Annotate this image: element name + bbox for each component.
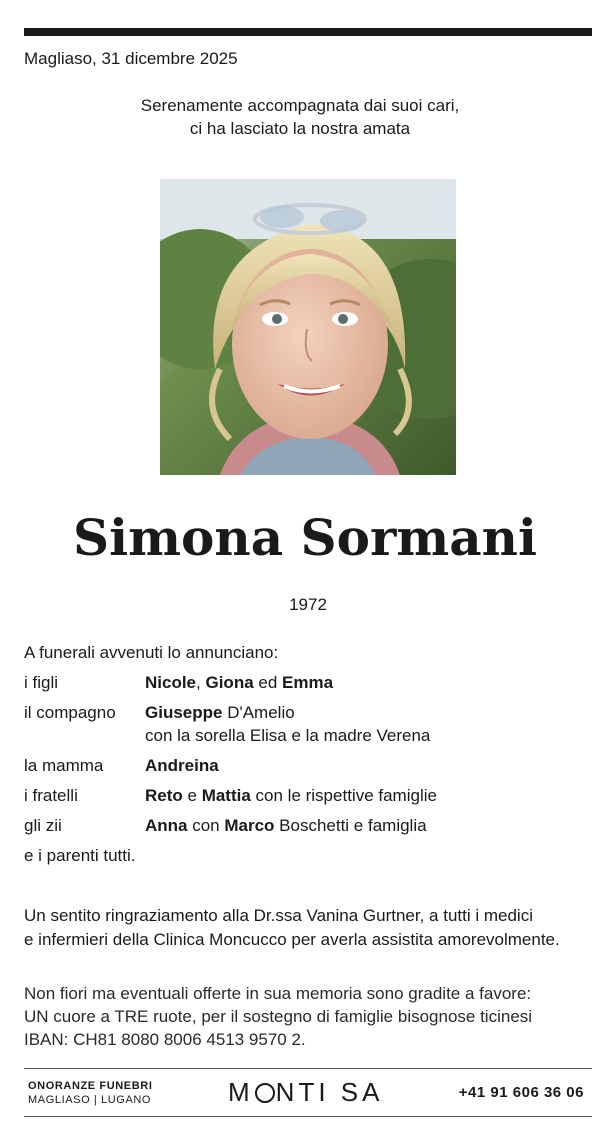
portrait-image xyxy=(160,179,456,475)
donation-iban: IBAN: CH81 8080 8006 4513 9570 2. xyxy=(24,1030,306,1049)
donation-text xyxy=(24,982,532,1051)
portrait-photo xyxy=(160,179,456,475)
top-rule xyxy=(24,28,592,36)
family-row-value: Nicole, Giona ed Emma xyxy=(145,673,334,692)
donation-line-2: UN cuore a TRE ruote, per il sostegno di famiglie bisognose ticinesi xyxy=(24,1007,533,1026)
funeral-home-phone: +41 91 606 36 06 xyxy=(458,1084,584,1101)
family-row-value: Anna con Marco Boschetti e famiglia xyxy=(145,816,427,835)
thanks-text xyxy=(24,904,560,952)
announcement-intro: A funerali avvenuti lo annunciano: xyxy=(24,643,279,662)
logo-spiral-icon xyxy=(255,1083,275,1103)
family-row-value: Giuseppe D'Amelio xyxy=(145,703,295,722)
place-date: Magliaso, 31 dicembre 2025 xyxy=(24,49,238,68)
footer-bottom-rule xyxy=(24,1116,592,1117)
thanks-line-2: e infermieri della Clinica Moncucco per averla assistita amorevolmente. xyxy=(24,930,560,949)
thanks-line-1: Un sentito ringraziamento alla Dr.ssa Vanina Gurtner, a tutti i medici xyxy=(24,906,533,925)
birth-year: 1972 xyxy=(289,595,327,614)
family-row-label: la mamma xyxy=(24,756,104,775)
intro-line-2: ci ha lasciato la nostra amata xyxy=(189,119,411,138)
family-row-label: il compagno xyxy=(24,703,116,722)
donation-line-1: Non fiori ma eventuali offerte in sua memoria sono gradite a favore: xyxy=(24,984,532,1003)
funeral-home-logo: M NTI SA xyxy=(228,1077,384,1107)
family-row-label: i fratelli xyxy=(24,786,78,805)
family-row-value: Andreina xyxy=(145,756,219,775)
family-row-label: gli zii xyxy=(24,816,62,835)
family-row-value-continued: con la sorella Elisa e la madre Verena xyxy=(145,726,431,745)
family-row-label: i figli xyxy=(24,673,59,692)
footer-top-rule xyxy=(24,1068,592,1069)
funeral-home-locations: MAGLIASO | LUGANO xyxy=(28,1094,152,1106)
family-row-value: Reto e Mattia con le rispettive famiglie xyxy=(145,786,437,805)
deceased-name: Simona Sormani xyxy=(73,508,537,567)
funeral-home-title: ONORANZE FUNEBRI xyxy=(28,1080,153,1092)
intro-line-1: Serenamente accompagnata dai suoi cari, xyxy=(140,96,460,115)
intro-text xyxy=(0,94,600,140)
